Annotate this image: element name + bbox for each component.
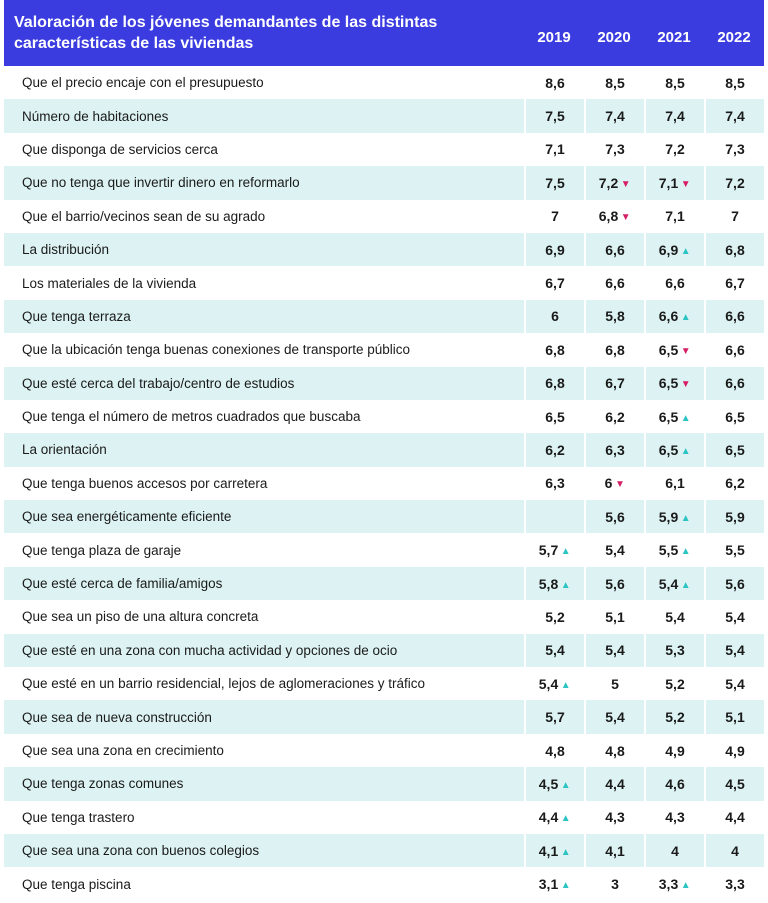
value-number: 6,5: [725, 408, 745, 425]
trend-up-icon: ▲: [680, 445, 691, 457]
value-cell-2022: [704, 400, 764, 433]
value-cell-2022: [704, 734, 764, 767]
row-label: Que sea energéticamente eficiente: [4, 500, 524, 533]
value-cell-2020: [584, 133, 644, 166]
row-label: Que tenga plaza de garaje: [22, 542, 182, 558]
value-cell-2021: [644, 66, 704, 99]
value-number: 6,8: [598, 208, 619, 225]
value-number: 5,4: [725, 642, 745, 659]
value-cell-2022: [704, 700, 764, 733]
value-number: 6,6: [605, 275, 625, 292]
value-number: 5,4: [538, 675, 559, 692]
value-cell-2021: [644, 166, 704, 199]
value-cell-2021: [644, 533, 704, 566]
value-cell-2022: [704, 133, 764, 166]
value-number: 6,8: [545, 375, 565, 392]
value-cell-2021: [644, 801, 704, 834]
value-cell-2019: [524, 533, 584, 566]
table-row: [4, 300, 764, 333]
value-number: 8,6: [545, 74, 565, 91]
value-number: 5,4: [605, 642, 625, 659]
housing-ratings-table: [4, 0, 764, 901]
value-number: 5,9: [725, 508, 745, 525]
table-row: [4, 133, 764, 166]
value-number: 7,4: [605, 108, 625, 125]
value-cell-2022: [704, 500, 764, 533]
value-cell-2019: [524, 200, 584, 233]
value-cell-2022: [704, 567, 764, 600]
value-cell-2021: [644, 767, 704, 800]
value-number: 5,8: [605, 308, 625, 325]
value-number: 5,4: [605, 709, 625, 726]
value-cell-2020: [584, 333, 644, 366]
value-number: 6,8: [725, 241, 745, 258]
value-number: 5,5: [725, 542, 745, 559]
value-cell-2019: [524, 634, 584, 667]
value-number: 6,6: [725, 308, 745, 325]
trend-up-icon: ▲: [560, 880, 571, 892]
table-row: [4, 99, 764, 132]
value-cell-2020: [584, 634, 644, 667]
trend-up-icon: ▲: [560, 579, 571, 591]
value-number: 6,3: [605, 441, 625, 458]
trend-down-icon: ▼: [620, 178, 631, 190]
value-number: 4,3: [665, 809, 685, 826]
value-cell-2021: [644, 99, 704, 132]
value-cell-2020: [584, 66, 644, 99]
value-cell-2019: [524, 133, 584, 166]
value-cell-2021: [644, 567, 704, 600]
value-number: 5,3: [665, 642, 685, 659]
table-row: [4, 500, 764, 533]
value-number: 5,4: [605, 542, 625, 559]
value-cell-2019: [524, 700, 584, 733]
year-header-2020: 2020: [584, 0, 644, 66]
table-row: [4, 834, 764, 867]
table-row: [4, 233, 764, 266]
value-cell-2021: [644, 133, 704, 166]
table-row: [4, 367, 764, 400]
value-number: 6,6: [725, 375, 745, 392]
value-number: 6,7: [725, 275, 745, 292]
value-cell-2021: [644, 734, 704, 767]
value-number: 7,3: [605, 141, 625, 158]
row-label: Que sea una zona en crecimiento: [22, 743, 224, 758]
value-cell-2020: [584, 367, 644, 400]
value-number: 5,7: [545, 709, 565, 726]
value-number: 7,1: [545, 141, 565, 158]
value-cell-2019: [524, 333, 584, 366]
value-number: 4,6: [665, 775, 685, 792]
value-number: 5,6: [725, 575, 745, 592]
value-number: 7: [731, 208, 739, 225]
value-number: 7,2: [665, 141, 685, 158]
value-cell-2022: [704, 367, 764, 400]
table-row: [4, 700, 764, 733]
table-row: [4, 400, 764, 433]
table-header-row: [4, 0, 764, 66]
row-label: Que tenga zonas comunes: [4, 767, 524, 800]
value-number: 3,1: [538, 876, 559, 893]
value-cell-2020: [584, 200, 644, 233]
value-number: 6,5: [658, 341, 679, 358]
value-cell-2019: [524, 834, 584, 867]
trend-up-icon: ▲: [680, 880, 691, 892]
trend-down-icon: ▼: [680, 345, 691, 357]
value-cell-2021: [644, 433, 704, 466]
value-number: 4,4: [605, 775, 625, 792]
value-cell-2019: [524, 400, 584, 433]
value-number: 8,5: [605, 74, 625, 91]
value-number: 6,3: [545, 475, 565, 492]
row-label: Que el barrio/vecinos sean de su agrado: [22, 208, 266, 224]
value-number: 7,4: [665, 108, 685, 125]
value-number: 6,8: [545, 341, 565, 358]
value-cell-2019: [524, 867, 584, 900]
table-row: [4, 667, 764, 700]
row-label: Que sea una zona con buenos colegios: [4, 834, 524, 867]
value-cell-2019: [524, 300, 584, 333]
value-cell-2019: [524, 600, 584, 633]
value-number: 3,3: [658, 876, 679, 893]
value-cell-2021: [644, 300, 704, 333]
value-cell-2020: [584, 533, 644, 566]
value-cell-2019: [524, 801, 584, 834]
value-cell-2022: [704, 667, 764, 700]
table-row: [4, 567, 764, 600]
value-number: 6,5: [725, 441, 745, 458]
value-cell-2019: [524, 467, 584, 500]
value-number: 5,6: [605, 575, 625, 592]
value-cell-2022: [704, 300, 764, 333]
table-title-line-1: Valoración de los jóvenes demandantes de las distintas: [14, 14, 438, 31]
row-label: Que el precio encaje con el presupuesto: [22, 75, 264, 91]
table-row: [4, 767, 764, 800]
value-number: 4: [731, 842, 739, 859]
value-number: 4,5: [725, 775, 745, 792]
value-number: 6,2: [605, 408, 625, 425]
value-cell-2021: [644, 266, 704, 299]
table-row: [4, 433, 764, 466]
value-cell-2022: [704, 767, 764, 800]
value-number: 6,6: [665, 275, 685, 292]
value-cell-2020: [584, 467, 644, 500]
value-number: 6,2: [545, 441, 565, 458]
value-number: 5,1: [605, 608, 625, 625]
value-cell-2020: [584, 433, 644, 466]
value-cell-2020: [584, 99, 644, 132]
row-label: Que esté en una zona con mucha actividad y opciones de ocio: [4, 634, 524, 667]
value-cell-2020: [584, 500, 644, 533]
value-cell-2022: [704, 634, 764, 667]
row-label: Que sea un piso de una altura concreta: [22, 609, 259, 625]
value-number: 6,9: [545, 241, 565, 258]
trend-up-icon: ▲: [680, 245, 691, 257]
value-number: 3,3: [725, 876, 745, 893]
value-number: 7,5: [545, 108, 565, 125]
row-label: Que tenga trastero: [22, 809, 135, 825]
value-number: 4,4: [725, 809, 745, 826]
value-number: 5,6: [605, 508, 625, 525]
value-cell-2021: [644, 200, 704, 233]
value-number: 6,2: [725, 475, 745, 492]
table-row: [4, 200, 764, 233]
value-number: 5,4: [665, 608, 685, 625]
year-header-2019: 2019: [524, 0, 584, 66]
table-row: [4, 634, 764, 667]
value-number: 7,4: [725, 108, 745, 125]
value-cell-2020: [584, 567, 644, 600]
row-label: Que esté cerca del trabajo/centro de estudios: [4, 367, 524, 400]
value-cell-2022: [704, 200, 764, 233]
value-number: 8,5: [725, 74, 745, 91]
row-label: Que sea de nueva construcción: [4, 700, 524, 733]
value-cell-2021: [644, 367, 704, 400]
value-number: 7,1: [658, 174, 679, 191]
value-number: 5: [611, 675, 619, 692]
trend-up-icon: ▲: [680, 312, 691, 324]
value-number: 5,9: [658, 508, 679, 525]
value-number: 6,5: [545, 408, 565, 425]
value-number: 7,2: [725, 174, 745, 191]
value-cell-2020: [584, 166, 644, 199]
value-number: 6,7: [605, 375, 625, 392]
table-row: [4, 533, 764, 566]
value-number: 4,8: [545, 742, 565, 759]
trend-up-icon: ▲: [680, 512, 691, 524]
value-number: 6,5: [658, 375, 679, 392]
value-number: 5,2: [545, 608, 565, 625]
value-cell-2021: [644, 467, 704, 500]
trend-up-icon: ▲: [680, 412, 691, 424]
value-number: 4,3: [605, 809, 625, 826]
value-cell-2020: [584, 600, 644, 633]
value-cell-2020: [584, 233, 644, 266]
row-label: Que disponga de servicios cerca: [22, 141, 218, 157]
value-number: 6,9: [658, 241, 679, 258]
value-number: 6,7: [545, 275, 565, 292]
trend-up-icon: ▲: [680, 579, 691, 591]
value-number: 4,1: [538, 842, 559, 859]
table-row: [4, 266, 764, 299]
value-cell-2022: [704, 166, 764, 199]
value-cell-2020: [584, 834, 644, 867]
value-number: 8,5: [665, 74, 685, 91]
row-label: Que tenga piscina: [22, 876, 131, 892]
year-header-2021: 2021: [644, 0, 704, 66]
trend-down-icon: ▼: [680, 379, 691, 391]
row-label: Los materiales de la vivienda: [22, 275, 197, 291]
trend-down-icon: ▼: [620, 212, 631, 224]
value-cell-2020: [584, 801, 644, 834]
value-cell-2021: [644, 700, 704, 733]
value-cell-2021: [644, 333, 704, 366]
value-number: 7,5: [545, 174, 565, 191]
value-cell-2019: [524, 567, 584, 600]
value-number: 4,8: [605, 742, 625, 759]
trend-up-icon: ▲: [680, 546, 691, 558]
value-number: 6,1: [665, 475, 685, 492]
value-cell-2022: [704, 99, 764, 132]
row-label: Que tenga terraza: [4, 300, 524, 333]
value-cell-2022: [704, 600, 764, 633]
value-cell-2019: [524, 99, 584, 132]
value-cell-2021: [644, 634, 704, 667]
value-number: 6: [604, 475, 613, 492]
value-number: 5,4: [725, 675, 745, 692]
value-cell-2021: [644, 400, 704, 433]
value-number: 4,9: [725, 742, 745, 759]
trend-up-icon: ▲: [560, 846, 571, 858]
value-cell-2022: [704, 533, 764, 566]
value-cell-2020: [584, 767, 644, 800]
table-row: [4, 801, 764, 834]
value-cell-2020: [584, 400, 644, 433]
value-number: 5,7: [538, 542, 559, 559]
row-label: Que no tenga que invertir dinero en reformarlo: [4, 166, 524, 199]
value-number: 5,2: [665, 675, 685, 692]
value-number: 5,4: [545, 642, 565, 659]
table-row: [4, 467, 764, 500]
value-number: 3: [611, 876, 619, 893]
table-row: [4, 734, 764, 767]
row-label: La orientación: [4, 433, 524, 466]
row-label: Que esté en un barrio residencial, lejos de aglomeraciones y tráfico: [22, 676, 425, 692]
value-cell-2021: [644, 667, 704, 700]
trend-up-icon: ▲: [560, 679, 571, 691]
value-number: 5,4: [658, 575, 679, 592]
value-cell-2020: [584, 700, 644, 733]
table-row: [4, 333, 764, 366]
value-cell-2022: [704, 266, 764, 299]
table-row: [4, 66, 764, 99]
row-label: Que esté cerca de familia/amigos: [4, 567, 524, 600]
value-cell-2022: [704, 233, 764, 266]
row-label: Número de habitaciones: [4, 99, 524, 132]
value-number: 6,5: [658, 408, 679, 425]
value-cell-2021: [644, 834, 704, 867]
value-number: 5,1: [725, 709, 745, 726]
trend-down-icon: ▼: [614, 479, 625, 491]
trend-up-icon: ▲: [560, 546, 571, 558]
value-cell-2019: [524, 233, 584, 266]
value-number: 7,1: [665, 208, 685, 225]
value-cell-2019: [524, 734, 584, 767]
trend-up-icon: ▲: [560, 813, 571, 825]
value-number: 4,4: [538, 809, 559, 826]
value-cell-2020: [584, 300, 644, 333]
table-title: [4, 0, 524, 66]
trend-down-icon: ▼: [680, 178, 691, 190]
value-cell-2019: [524, 367, 584, 400]
table-row: [4, 166, 764, 199]
value-cell-2022: [704, 801, 764, 834]
value-number: 5,8: [538, 575, 559, 592]
value-cell-2022: [704, 333, 764, 366]
value-number: 6,6: [658, 308, 679, 325]
value-cell-2021: [644, 500, 704, 533]
table-body: [4, 66, 764, 901]
row-label: Que la ubicación tenga buenas conexiones de transporte público: [22, 342, 411, 358]
value-cell-2020: [584, 867, 644, 900]
value-number: 4,9: [665, 742, 685, 759]
value-number: 4,1: [605, 842, 625, 859]
value-cell-2022: [704, 66, 764, 99]
value-cell-2019: [524, 500, 584, 533]
value-cell-2020: [584, 734, 644, 767]
row-label: Que tenga buenos accesos por carretera: [22, 475, 268, 491]
trend-up-icon: ▲: [560, 779, 571, 791]
value-number: 7,2: [598, 174, 619, 191]
row-label: Que tenga el número de metros cuadrados que buscaba: [22, 409, 361, 425]
table-row: [4, 600, 764, 633]
value-cell-2019: [524, 166, 584, 199]
value-number: 6,6: [725, 341, 745, 358]
value-cell-2019: [524, 767, 584, 800]
value-cell-2020: [584, 667, 644, 700]
value-number: 7: [551, 208, 559, 225]
value-cell-2022: [704, 867, 764, 900]
value-cell-2020: [584, 266, 644, 299]
value-cell-2019: [524, 66, 584, 99]
value-number: 7,3: [725, 141, 745, 158]
value-number: 5,5: [658, 542, 679, 559]
year-header-2022: 2022: [704, 0, 764, 66]
value-number: 6,6: [605, 241, 625, 258]
value-cell-2022: [704, 433, 764, 466]
value-cell-2019: [524, 433, 584, 466]
value-cell-2019: [524, 266, 584, 299]
value-cell-2022: [704, 834, 764, 867]
value-number: 4,5: [538, 775, 559, 792]
value-number: 6,5: [658, 441, 679, 458]
table-row: [4, 867, 764, 900]
value-cell-2021: [644, 233, 704, 266]
row-label: La distribución: [4, 233, 524, 266]
value-number: 4: [671, 842, 679, 859]
value-number: 6: [551, 308, 559, 325]
value-cell-2021: [644, 600, 704, 633]
table-title-line-2: características de las viviendas: [14, 35, 254, 52]
value-cell-2021: [644, 867, 704, 900]
value-cell-2022: [704, 467, 764, 500]
value-cell-2019: [524, 667, 584, 700]
value-number: 5,2: [665, 709, 685, 726]
value-number: 6,8: [605, 341, 625, 358]
value-number: 5,4: [725, 608, 745, 625]
